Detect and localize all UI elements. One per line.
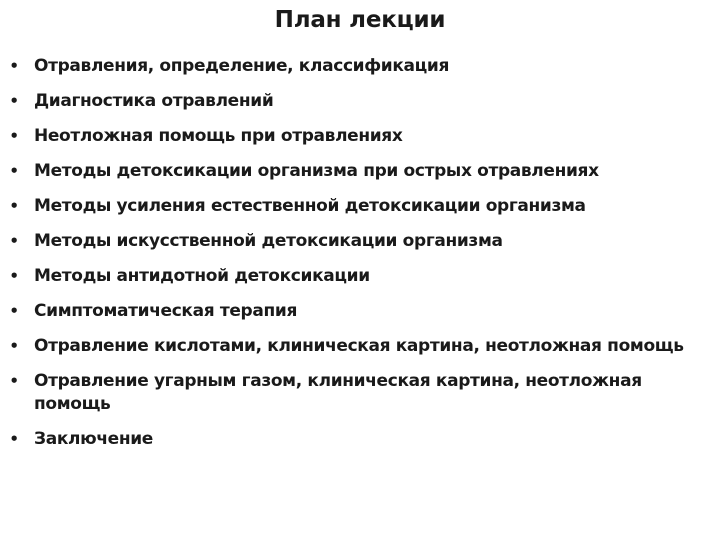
list-item-text: Диагностика отравлений xyxy=(34,91,274,111)
list-item xyxy=(0,90,720,113)
bullet-icon: • xyxy=(9,337,19,355)
list-item-text: Методы усиления естественной детоксикации организма xyxy=(34,196,586,216)
slide-title: План лекции xyxy=(274,7,446,33)
list-item-text: Отравление угарным газом, клиническая картина, неотложная помощь xyxy=(34,371,642,414)
list-item-text: Отравление кислотами, клиническая картина, неотложная помощь xyxy=(34,336,684,356)
list-item xyxy=(0,370,720,416)
bullet-icon: • xyxy=(9,232,19,250)
bullet-icon: • xyxy=(9,197,19,215)
list-item xyxy=(0,160,720,183)
bullet-icon: • xyxy=(9,302,19,320)
bullet-icon: • xyxy=(9,92,19,110)
lecture-plan-list xyxy=(0,55,720,463)
list-item-text: Отравления, определение, классификация xyxy=(34,56,450,76)
list-item-text: Заключение xyxy=(34,429,153,449)
list-item-text: Неотложная помощь при отравлениях xyxy=(34,126,403,146)
bullet-icon: • xyxy=(9,430,19,448)
bullet-icon: • xyxy=(9,267,19,285)
list-item xyxy=(0,265,720,288)
list-item xyxy=(0,55,720,78)
list-item xyxy=(0,300,720,323)
list-item xyxy=(0,428,720,451)
bullet-icon: • xyxy=(9,162,19,180)
list-item xyxy=(0,195,720,218)
list-item-text: Методы детоксикации организма при острых отравлениях xyxy=(34,161,599,181)
list-item-text: Методы искусственной детоксикации организма xyxy=(34,231,503,251)
list-item xyxy=(0,230,720,253)
list-item xyxy=(0,335,720,358)
list-item-text: Симптоматическая терапия xyxy=(34,301,298,321)
bullet-icon: • xyxy=(9,372,19,390)
list-item xyxy=(0,125,720,148)
bullet-icon: • xyxy=(9,127,19,145)
bullet-icon: • xyxy=(9,57,19,75)
list-item-text: Методы антидотной детоксикации xyxy=(34,266,370,286)
